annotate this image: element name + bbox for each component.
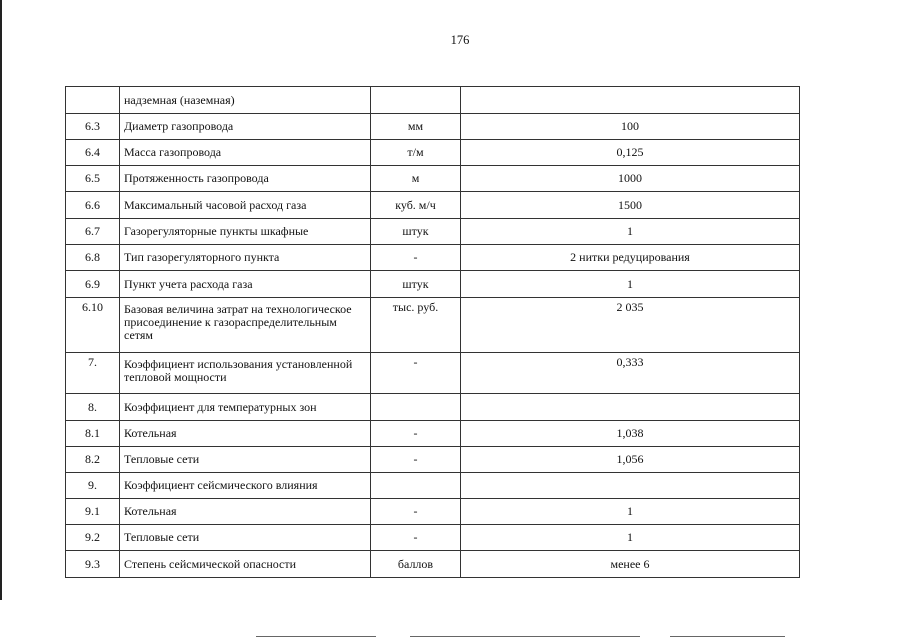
unit-cell: м bbox=[371, 166, 461, 192]
parameter-name: Масса газопровода bbox=[120, 140, 371, 166]
table-row bbox=[66, 219, 800, 245]
value-cell bbox=[461, 87, 800, 114]
unit-cell: - bbox=[371, 421, 461, 447]
unit-cell bbox=[371, 473, 461, 499]
value-cell bbox=[461, 394, 800, 421]
bottom-rule bbox=[670, 636, 785, 637]
value-cell: 0,333 bbox=[461, 353, 800, 394]
parameter-name: Газорегуляторные пункты шкафные bbox=[120, 219, 371, 245]
unit-cell: штук bbox=[371, 219, 461, 245]
row-number: 6.10 bbox=[66, 298, 120, 353]
value-cell: 1,056 bbox=[461, 447, 800, 473]
parameter-name: Тепловые сети bbox=[120, 525, 371, 551]
row-number: 6.5 bbox=[66, 166, 120, 192]
unit-cell: т/м bbox=[371, 140, 461, 166]
table-row bbox=[66, 525, 800, 551]
unit-cell bbox=[371, 394, 461, 421]
row-number: 7. bbox=[66, 353, 120, 394]
unit-cell: куб. м/ч bbox=[371, 192, 461, 219]
parameter-name: Котельная bbox=[120, 499, 371, 525]
table-row bbox=[66, 421, 800, 447]
value-cell: 100 bbox=[461, 114, 800, 140]
row-number: 8.1 bbox=[66, 421, 120, 447]
parameter-name: Тепловые сети bbox=[120, 447, 371, 473]
table-row bbox=[66, 353, 800, 394]
table-row bbox=[66, 394, 800, 421]
table-row bbox=[66, 271, 800, 298]
table-row bbox=[66, 473, 800, 499]
value-cell: 1500 bbox=[461, 192, 800, 219]
value-cell: менее 6 bbox=[461, 551, 800, 578]
parameter-name: Степень сейсмической опасности bbox=[120, 551, 371, 578]
value-cell: 0,125 bbox=[461, 140, 800, 166]
parameter-name: Тип газорегуляторного пункта bbox=[120, 245, 371, 271]
row-number bbox=[66, 87, 120, 114]
unit-cell: тыс. руб. bbox=[371, 298, 461, 353]
parameter-name: Коэффициент сейсмического влияния bbox=[120, 473, 371, 499]
row-number: 6.8 bbox=[66, 245, 120, 271]
parameter-name: Коэффициент для температурных зон bbox=[120, 394, 371, 421]
value-cell bbox=[461, 473, 800, 499]
table-row bbox=[66, 114, 800, 140]
value-cell: 1000 bbox=[461, 166, 800, 192]
parameter-name: Котельная bbox=[120, 421, 371, 447]
parameter-name: Протяженность газопровода bbox=[120, 166, 371, 192]
table-row bbox=[66, 551, 800, 578]
parameter-name: Максимальный часовой расход газа bbox=[120, 192, 371, 219]
table-row bbox=[66, 166, 800, 192]
parameter-name: Базовая величина затрат на технологическое присоединение к газораспределительным сетям bbox=[120, 298, 371, 353]
row-number: 9. bbox=[66, 473, 120, 499]
unit-cell bbox=[371, 87, 461, 114]
value-cell: 2 нитки редуцирования bbox=[461, 245, 800, 271]
value-cell: 1 bbox=[461, 219, 800, 245]
row-number: 9.2 bbox=[66, 525, 120, 551]
unit-cell: - bbox=[371, 525, 461, 551]
value-cell: 1 bbox=[461, 271, 800, 298]
table-row bbox=[66, 140, 800, 166]
unit-cell: - bbox=[371, 245, 461, 271]
parameter-name: Диаметр газопровода bbox=[120, 114, 371, 140]
row-number: 6.7 bbox=[66, 219, 120, 245]
table-row bbox=[66, 447, 800, 473]
bottom-rule bbox=[256, 636, 376, 637]
value-cell: 2 035 bbox=[461, 298, 800, 353]
table-row bbox=[66, 192, 800, 219]
page-edge-line bbox=[0, 0, 2, 600]
unit-cell: - bbox=[371, 499, 461, 525]
unit-cell: штук bbox=[371, 271, 461, 298]
row-number: 9.3 bbox=[66, 551, 120, 578]
table-row bbox=[66, 87, 800, 114]
row-number: 8.2 bbox=[66, 447, 120, 473]
row-number: 6.3 bbox=[66, 114, 120, 140]
unit-cell: мм bbox=[371, 114, 461, 140]
row-number: 6.9 bbox=[66, 271, 120, 298]
row-number: 8. bbox=[66, 394, 120, 421]
parameter-name: Пункт учета расхода газа bbox=[120, 271, 371, 298]
unit-cell: - bbox=[371, 447, 461, 473]
page-number: 176 bbox=[450, 33, 470, 47]
unit-cell: баллов bbox=[371, 551, 461, 578]
parameter-name: надземная (наземная) bbox=[120, 87, 371, 114]
row-number: 9.1 bbox=[66, 499, 120, 525]
parameters-table bbox=[65, 86, 800, 578]
parameter-name: Коэффициент использования установленной тепловой мощности bbox=[120, 353, 371, 394]
unit-cell: - bbox=[371, 353, 461, 394]
table-row bbox=[66, 499, 800, 525]
bottom-rule bbox=[410, 636, 640, 637]
table-row bbox=[66, 298, 800, 353]
row-number: 6.6 bbox=[66, 192, 120, 219]
value-cell: 1 bbox=[461, 525, 800, 551]
table-row bbox=[66, 245, 800, 271]
value-cell: 1,038 bbox=[461, 421, 800, 447]
value-cell: 1 bbox=[461, 499, 800, 525]
row-number: 6.4 bbox=[66, 140, 120, 166]
